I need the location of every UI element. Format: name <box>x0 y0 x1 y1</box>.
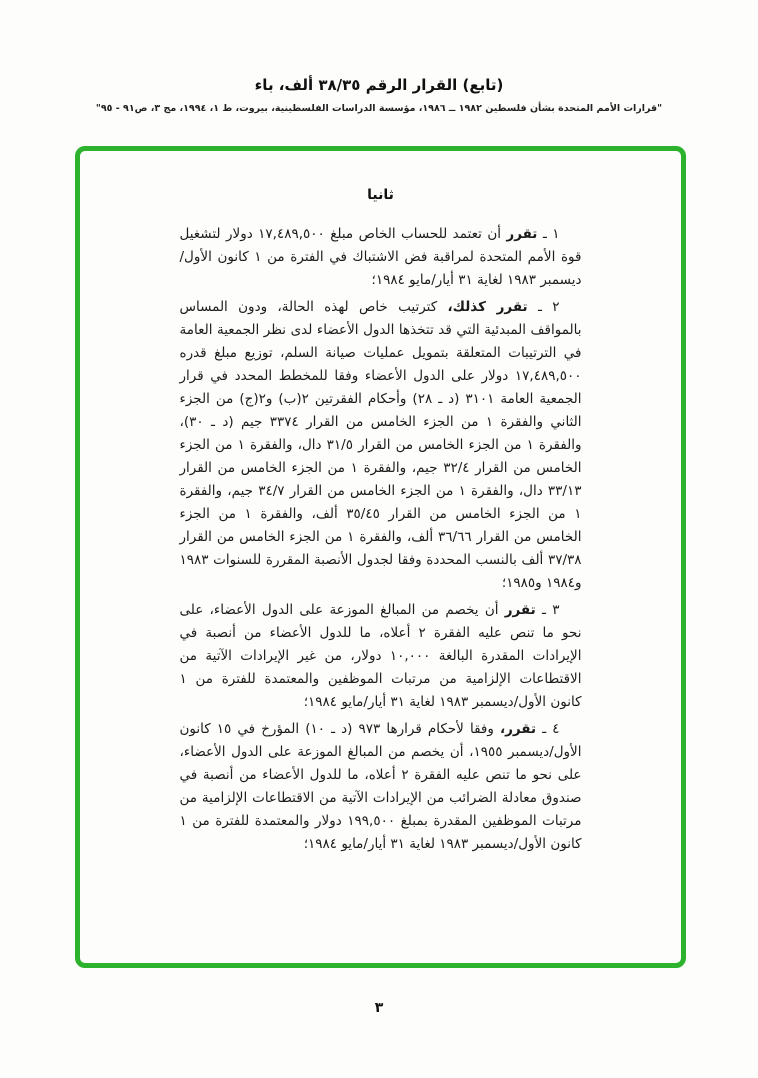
paragraph-text: وفقا لأحكام قرارها ٩٧٣ (د ـ ١٠) المؤرخ في ١٥ كانون الأول/ديسمبر ١٩٥٥، أن يخصم من المبالغ الموزعة على الدول الأعضاء، على نحو ما تنص عليه الفقرة ٢ أعلاه، ما للدول الأعضاء من أنصبة في صندوق معادلة الضرائب من الإيرادات الآتية من الاقتطاعات الإلزامية من مرتبات الموظفين المقدرة بمبلغ ١٩٩,٥٠٠ دولار والمعتمدة للفترة من ١ كانون الأول/ديسمبر ١٩٨٣ لغاية ٣١ أيار/مايو ١٩٨٤؛ <box>179 721 582 852</box>
paragraph-number: ٢ ـ <box>537 299 560 315</box>
source-citation: "قرارات الأمم المتحدة بشأن فلسطين ١٩٨٢ ــ ١٩٨٦، مؤسسة الدراسات الفلسطينية، بيروت، ط ١، ١٩٩٤، مج ٣، ص٩١ - ٩٥" <box>95 103 663 114</box>
section-title: ثانيا <box>367 187 394 203</box>
paragraph-text: أن تعتمد للحساب الخاص مبلغ ١٧,٤٨٩,٥٠٠ دولار لتشغيل قوة الأمم المتحدة لمراقبة فض الاشتباك في الفترة من ١ كانون الأول/ديسمبر ١٩٨٣ لغاية ٣١ أيار/مايو ١٩٨٤؛ <box>179 226 582 288</box>
paragraph-operative-verb: تقرر كذلك، <box>447 299 528 315</box>
paragraph-text: كترتيب خاص لهذه الحالة، ودون المساس بالمواقف المبدئية التي قد تتخذها الدول الأعضاء لدى نظر الجمعية العامة في الترتيبات المتعلقة بتمويل عمليات صيانة السلم، توزيع مبلغ قدره ١٧,٤٨٩,٥٠٠ دولار على الدول الأعضاء وفقا للمخطط المحدد في قرار الجمعية العامة ٣١٠١ (د ـ ٢٨) وأحكام الفقرتين ٢(ب) و٢(ج) من الجزء الثاني والفقرة ١ من الجزء الخامس من القرار ٣٣٧٤ جيم (د ـ ٣٠)، والفقرة ١ من الجزء الخامس من القرار ٣١/٥ دال، والفقرة ١ من الجزء الخامس من القرار ٣٢/٤ جيم، والفقرة ١ من الجزء الخامس من القرار ٣٣/١٣ دال، والفقرة ١ من الجزء الخامس من القرار ٣٤/٧ جيم، والفقرة ١ من الجزء الخامس من القرار ٣٥/٤٥ ألف، والفقرة ١ من الجزء الخامس من القرار ٣٦/٦٦ ألف، والفقرة ١ من الجزء الخامس من القرار ٣٧/٣٨ ألف بالنسب المحددة وفقا لجدول الأنصبة المقررة للسنوات ١٩٨٣ و١٩٨٤ و١٩٨٥؛ <box>179 299 582 591</box>
resolution-text-box <box>75 146 686 968</box>
paragraph-number: ١ ـ <box>542 226 560 242</box>
document-header <box>0 0 758 114</box>
paragraph-text: أن يخصم من المبالغ الموزعة على الدول الأعضاء، على نحو ما تنص عليه الفقرة ٢ أعلاه، ما للدول الأعضاء من أنصبة في الإيرادات المقدرة البالغة ١٠,٠٠٠ دولار، من غير الإيرادات الآتية من الاقتطاعات الإلزامية من مرتبات الموظفين والمعتمدة للفترة من ١ كانون الأول/ديسمبر ١٩٨٣ لغاية ٣١ أيار/مايو ١٩٨٤؛ <box>179 602 582 710</box>
resolution-paragraphs <box>180 223 582 856</box>
paragraph-operative-verb: تقرر <box>504 602 536 618</box>
resolution-paragraph-4 <box>180 718 582 856</box>
page-number: ٣ <box>374 1000 384 1016</box>
resolution-paragraph-2 <box>180 296 582 595</box>
paragraph-operative-verb: تقرر <box>506 226 538 242</box>
paragraph-number: ٣ ـ <box>542 602 560 618</box>
paragraph-number: ٤ ـ <box>542 721 560 737</box>
paragraph-operative-verb: تقرر، <box>499 721 537 737</box>
resolution-paragraph-1 <box>180 223 582 292</box>
document-title: (تابع) القرار الرقم ٣٨/٣٥ ألف، باء <box>254 76 504 94</box>
resolution-paragraph-3 <box>180 599 582 714</box>
